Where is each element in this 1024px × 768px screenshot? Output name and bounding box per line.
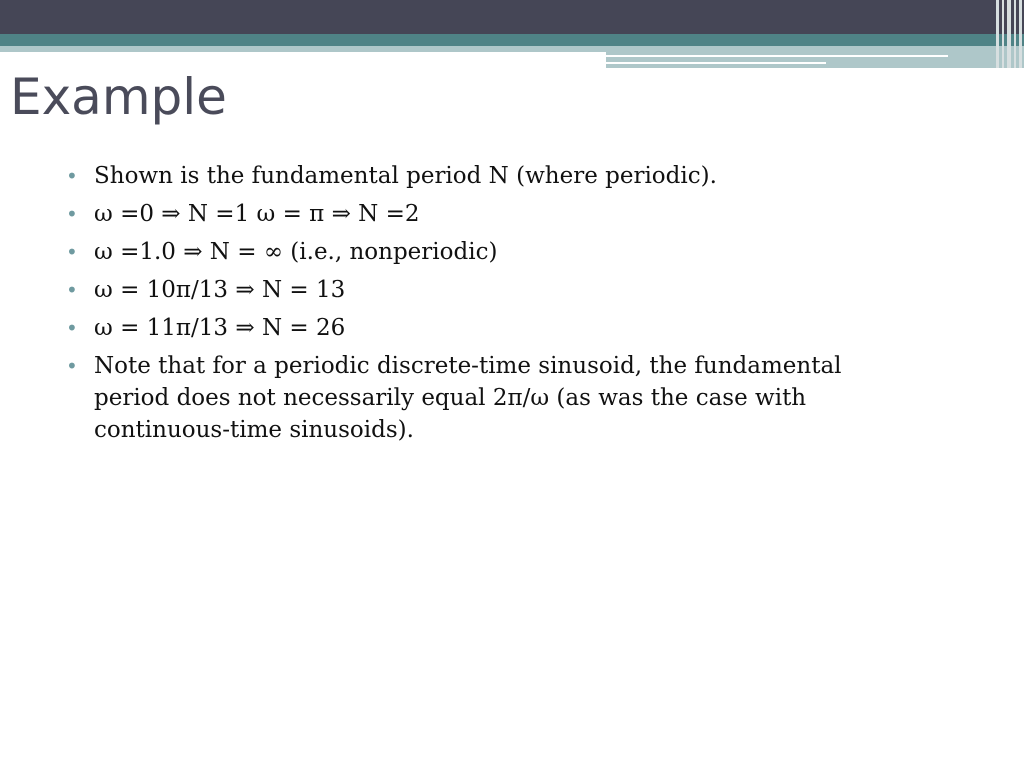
header-accent-line [606, 62, 826, 64]
bullet-marker-icon: • [66, 240, 78, 264]
bullet-item [60, 274, 910, 306]
header-light-band-left [0, 46, 606, 52]
header-accent-line [606, 55, 948, 57]
bullet-text: Shown is the fundamental period N (where periodic). [94, 163, 717, 189]
bullet-marker-icon: • [66, 354, 78, 378]
header-dark-band [0, 0, 1024, 34]
bullet-marker-icon: • [66, 202, 78, 226]
bullet-text: ω =1.0 ⇒ N = ∞ (i.e., nonperiodic) [94, 239, 498, 265]
bullet-marker-icon: • [66, 164, 78, 188]
bullet-item [60, 312, 910, 344]
bullet-item [60, 350, 910, 446]
bullet-item [60, 236, 910, 268]
header-teal-band [0, 34, 1024, 46]
bullet-text: ω = 10π/13 ⇒ N = 13 [94, 277, 346, 303]
bullet-marker-icon: • [66, 278, 78, 302]
bullet-marker-icon: • [66, 316, 78, 340]
header-stripes-decoration [994, 0, 1024, 68]
bullet-item [60, 160, 910, 192]
bullet-text: ω =0 ⇒ N =1 ω = π ⇒ N =2 [94, 201, 420, 227]
bullet-text: ω = 11π/13 ⇒ N = 26 [94, 315, 346, 341]
bullet-list [60, 160, 910, 452]
slide-title: Example [10, 68, 227, 126]
bullet-item [60, 198, 910, 230]
bullet-text: Note that for a periodic discrete-time sinusoid, the fundamental period does not necessarily equal 2π/ω (as was the case with continuous-time sinusoids). [94, 353, 842, 443]
header-light-band-right [606, 46, 1024, 68]
